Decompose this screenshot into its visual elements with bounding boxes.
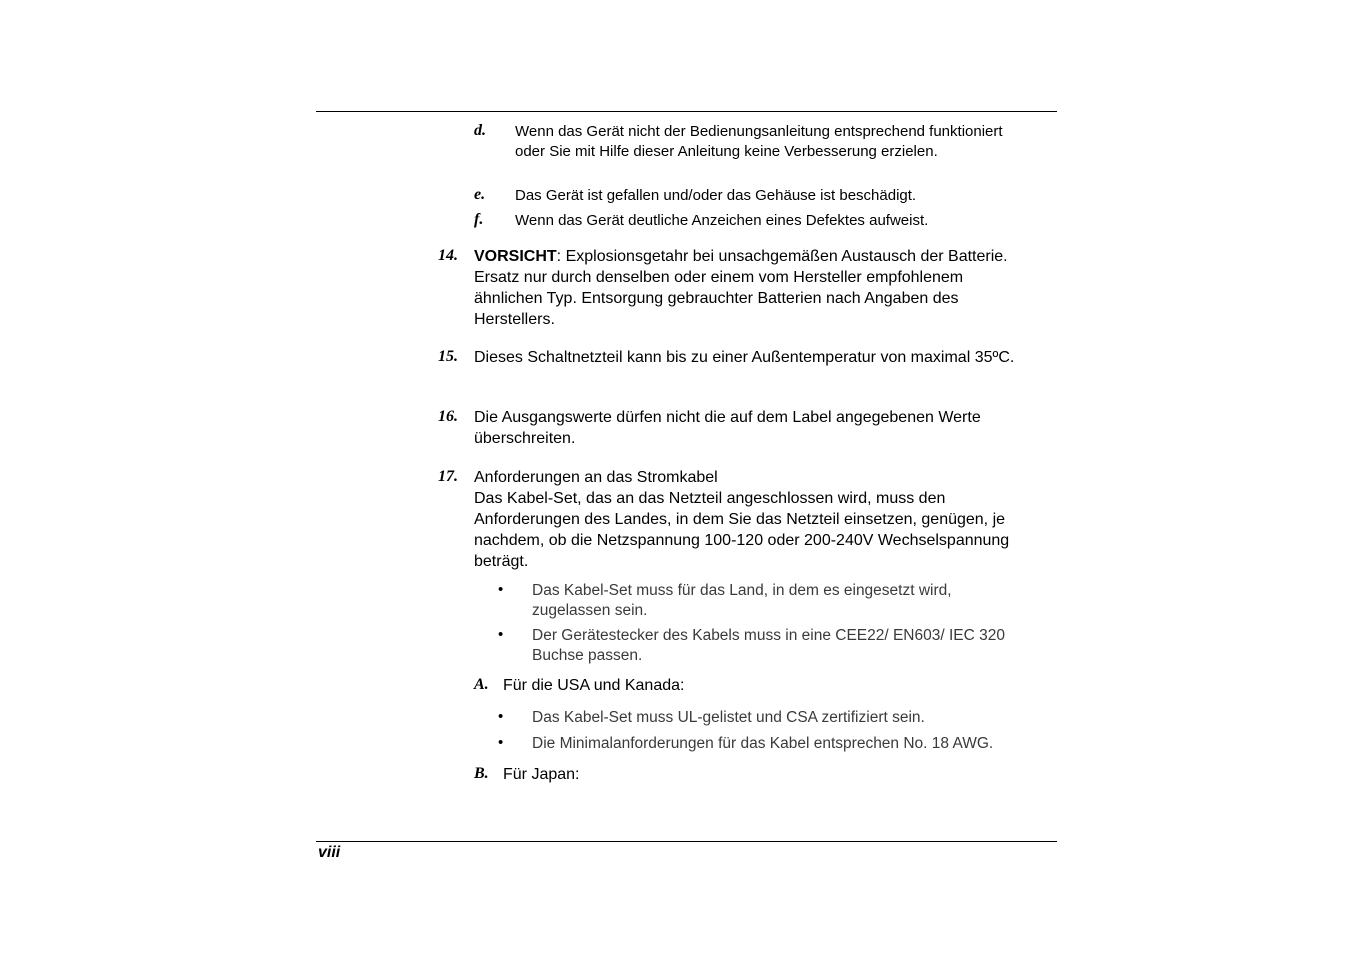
page-number: viii (318, 844, 341, 861)
sub-item-text-d: Wenn das Gerät nicht der Bedienungsanleitung entsprechend funktioniert oder Sie mit Hilfe dieser Anleitung keine Verbesserung erzielen. (515, 123, 1003, 160)
warning-text: : Explosionsgetahr bei unsachgemäßen Austausch der Batterie. Ersatz nur durch denselben oder einem vom Hersteller empfohlenem ähnlichen Typ. Entsorgung gebrauchter Batterien nach Angaben des Herstellers. (474, 248, 1008, 328)
item-text-16: Die Ausgangswerte dürfen nicht die auf dem Label angegebenen Werte überschreiten. (474, 409, 981, 447)
bullet-general-1: Das Kabel-Set muss für das Land, in dem es eingesetzt wird, zugelassen sein. (532, 582, 952, 619)
item-text-14 (474, 246, 1034, 330)
section-a-marker: A. (474, 676, 489, 693)
footer-rule (316, 841, 1057, 842)
header-rule (316, 111, 1057, 112)
bullet-symbol: • (498, 708, 504, 725)
item-heading-17: Anforderungen an das Stromkabel (474, 469, 718, 486)
sub-item-marker-e: e. (474, 186, 486, 203)
bullet-symbol: • (498, 626, 504, 643)
sub-item-marker-f: f. (474, 211, 484, 228)
item-text-17: Das Kabel-Set, das an das Netzteil angeschlossen wird, muss den Anforderungen des Landes, in dem Sie das Netzteil einsetzen, genügen, je nachdem, ob die Netzspannung 100-120 oder 200-240V Wechselspannung beträgt. (474, 490, 1010, 570)
warning-label: VORSICHT (474, 248, 557, 265)
bullet-general-2: Der Gerätestecker des Kabels muss in eine CEE22/ EN603/ IEC 320 Buchse passen. (532, 627, 1005, 664)
bullet-usa-1: Das Kabel-Set muss UL-gelistet und CSA zertifiziert sein. (532, 709, 925, 726)
item-number-14: 14. (438, 247, 458, 264)
section-b-title: Für Japan: (503, 766, 580, 783)
sub-item-text-f: Wenn das Gerät deutliche Anzeichen eines Defektes aufweist. (515, 212, 929, 229)
item-number-17: 17. (438, 468, 458, 485)
item-text-15: Dieses Schaltnetzteil kann bis zu einer Außentemperatur von maximal 35ºC. (474, 349, 1015, 366)
sub-item-text-e: Das Gerät ist gefallen und/oder das Gehäuse ist beschädigt. (515, 187, 917, 204)
section-b-marker: B. (474, 765, 489, 782)
bullet-usa-2: Die Minimalanforderungen für das Kabel entsprechen No. 18 AWG. (532, 735, 994, 752)
item-number-15: 15. (438, 348, 458, 365)
item-number-16: 16. (438, 408, 458, 425)
sub-item-marker-d: d. (474, 122, 486, 139)
bullet-symbol: • (498, 581, 504, 598)
bullet-symbol: • (498, 734, 504, 751)
section-a-title: Für die USA und Kanada: (503, 677, 685, 694)
